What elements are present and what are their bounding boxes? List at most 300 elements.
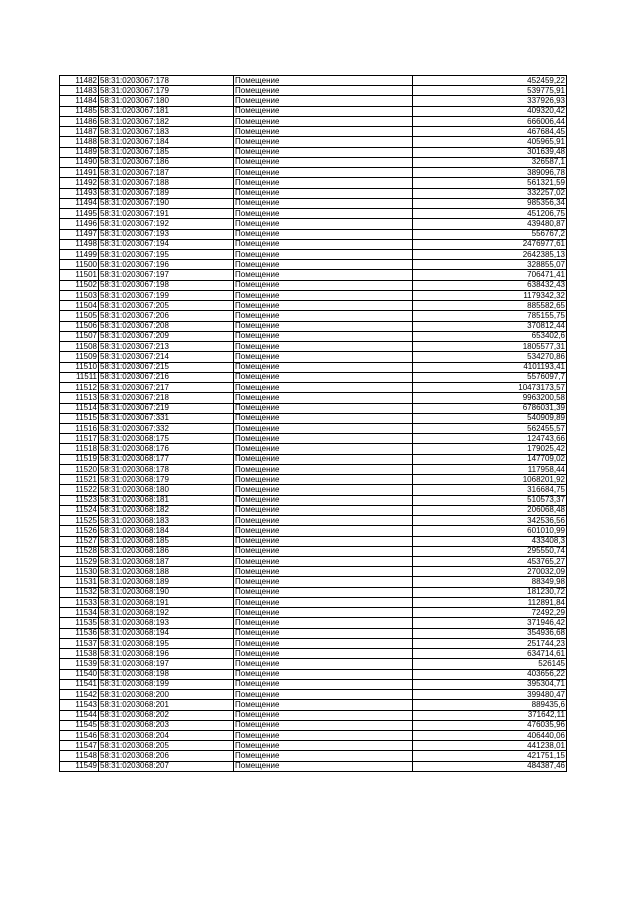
table-row (60, 597, 567, 607)
object-type-cell: Помещение (234, 638, 413, 648)
row-number-cell: 11548 (60, 751, 99, 761)
table-row (60, 290, 567, 300)
value-cell: 72492,29 (413, 608, 567, 618)
table-row (60, 331, 567, 341)
row-number-cell: 11497 (60, 229, 99, 239)
value-cell: 147709,02 (413, 454, 567, 464)
table-row (60, 209, 567, 219)
object-type-cell: Помещение (234, 731, 413, 741)
row-number-cell: 11521 (60, 475, 99, 485)
cadastral-number-cell: 58:31:0203068:190 (99, 587, 234, 597)
cadastral-number-cell: 58:31:0203068:202 (99, 710, 234, 720)
value-cell: 370812,44 (413, 321, 567, 331)
table-row (60, 567, 567, 577)
table-row (60, 526, 567, 536)
cadastral-number-cell: 58:31:0203067:219 (99, 403, 234, 413)
row-number-cell: 11492 (60, 178, 99, 188)
table-row (60, 516, 567, 526)
object-type-cell: Помещение (234, 587, 413, 597)
row-number-cell: 11537 (60, 638, 99, 648)
table-row (60, 741, 567, 751)
cadastral-number-cell: 58:31:0203067:199 (99, 290, 234, 300)
cadastral-number-cell: 58:31:0203067:187 (99, 168, 234, 178)
cadastral-number-cell: 58:31:0203067:192 (99, 219, 234, 229)
row-number-cell: 11502 (60, 280, 99, 290)
cadastral-number-cell: 58:31:0203067:218 (99, 393, 234, 403)
value-cell: 270032,09 (413, 567, 567, 577)
table-row (60, 557, 567, 567)
row-number-cell: 11515 (60, 413, 99, 423)
object-type-cell: Помещение (234, 679, 413, 689)
cadastral-number-cell: 58:31:0203068:192 (99, 608, 234, 618)
row-number-cell: 11485 (60, 106, 99, 116)
value-cell: 399480,47 (413, 690, 567, 700)
row-number-cell: 11504 (60, 301, 99, 311)
object-type-cell: Помещение (234, 577, 413, 587)
table-row (60, 546, 567, 556)
value-cell: 179025,42 (413, 444, 567, 454)
row-number-cell: 11546 (60, 731, 99, 741)
cadastral-number-cell: 58:31:0203068:175 (99, 434, 234, 444)
cadastral-number-cell: 58:31:0203068:187 (99, 557, 234, 567)
object-type-cell: Помещение (234, 526, 413, 536)
value-cell: 452459,22 (413, 76, 567, 86)
value-cell: 453765,27 (413, 557, 567, 567)
value-cell: 403656,22 (413, 669, 567, 679)
object-type-cell: Помещение (234, 669, 413, 679)
table-row (60, 679, 567, 689)
row-number-cell: 11483 (60, 86, 99, 96)
object-type-cell: Помещение (234, 720, 413, 730)
value-cell: 295550,74 (413, 546, 567, 556)
object-type-cell: Помещение (234, 96, 413, 106)
object-type-cell: Помещение (234, 239, 413, 249)
value-cell: 6786031,39 (413, 403, 567, 413)
cadastral-table (59, 75, 567, 772)
object-type-cell: Помещение (234, 413, 413, 423)
row-number-cell: 11510 (60, 362, 99, 372)
object-type-cell: Помещение (234, 383, 413, 393)
cadastral-table-body (60, 76, 567, 772)
table-row (60, 178, 567, 188)
object-type-cell: Помещение (234, 495, 413, 505)
value-cell: 601010,99 (413, 526, 567, 536)
row-number-cell: 11524 (60, 505, 99, 515)
cadastral-number-cell: 58:31:0203067:193 (99, 229, 234, 239)
cadastral-number-cell: 58:31:0203068:193 (99, 618, 234, 628)
row-number-cell: 11487 (60, 127, 99, 137)
cadastral-number-cell: 58:31:0203068:207 (99, 761, 234, 771)
value-cell: 562455,57 (413, 423, 567, 433)
row-number-cell: 11545 (60, 720, 99, 730)
cadastral-number-cell: 58:31:0203068:176 (99, 444, 234, 454)
value-cell: 539775,91 (413, 86, 567, 96)
row-number-cell: 11527 (60, 536, 99, 546)
value-cell: 634714,61 (413, 649, 567, 659)
cadastral-number-cell: 58:31:0203068:178 (99, 464, 234, 474)
table-row (60, 260, 567, 270)
object-type-cell: Помещение (234, 362, 413, 372)
cadastral-number-cell: 58:31:0203068:197 (99, 659, 234, 669)
table-row (60, 649, 567, 659)
value-cell: 301639,48 (413, 147, 567, 157)
object-type-cell: Помещение (234, 342, 413, 352)
value-cell: 206068,48 (413, 505, 567, 515)
table-row (60, 403, 567, 413)
object-type-cell: Помещение (234, 229, 413, 239)
cadastral-number-cell: 58:31:0203068:201 (99, 700, 234, 710)
value-cell: 181230,72 (413, 587, 567, 597)
row-number-cell: 11523 (60, 495, 99, 505)
cadastral-number-cell: 58:31:0203067:180 (99, 96, 234, 106)
table-row (60, 157, 567, 167)
object-type-cell: Помещение (234, 157, 413, 167)
row-number-cell: 11490 (60, 157, 99, 167)
value-cell: 406440,06 (413, 731, 567, 741)
table-row (60, 444, 567, 454)
table-row (60, 618, 567, 628)
cadastral-number-cell: 58:31:0203068:191 (99, 597, 234, 607)
row-number-cell: 11549 (60, 761, 99, 771)
row-number-cell: 11534 (60, 608, 99, 618)
table-row (60, 690, 567, 700)
row-number-cell: 11540 (60, 669, 99, 679)
table-row (60, 86, 567, 96)
object-type-cell: Помещение (234, 76, 413, 86)
cadastral-number-cell: 58:31:0203067:194 (99, 239, 234, 249)
cadastral-number-cell: 58:31:0203068:206 (99, 751, 234, 761)
value-cell: 5576097,7 (413, 372, 567, 382)
object-type-cell: Помещение (234, 423, 413, 433)
cadastral-number-cell: 58:31:0203068:195 (99, 638, 234, 648)
table-row (60, 362, 567, 372)
value-cell: 510573,37 (413, 495, 567, 505)
row-number-cell: 11513 (60, 393, 99, 403)
cadastral-number-cell: 58:31:0203068:180 (99, 485, 234, 495)
table-row (60, 311, 567, 321)
cadastral-number-cell: 58:31:0203068:186 (99, 546, 234, 556)
object-type-cell: Помещение (234, 393, 413, 403)
object-type-cell: Помещение (234, 116, 413, 126)
object-type-cell: Помещение (234, 86, 413, 96)
cadastral-number-cell: 58:31:0203067:191 (99, 209, 234, 219)
row-number-cell: 11499 (60, 249, 99, 259)
table-row (60, 393, 567, 403)
cadastral-number-cell: 58:31:0203067:217 (99, 383, 234, 393)
cadastral-number-cell: 58:31:0203068:182 (99, 505, 234, 515)
row-number-cell: 11507 (60, 331, 99, 341)
object-type-cell: Помещение (234, 270, 413, 280)
table-row (60, 761, 567, 771)
table-row (60, 127, 567, 137)
row-number-cell: 11506 (60, 321, 99, 331)
value-cell: 889435,6 (413, 700, 567, 710)
object-type-cell: Помещение (234, 536, 413, 546)
row-number-cell: 11535 (60, 618, 99, 628)
row-number-cell: 11496 (60, 219, 99, 229)
value-cell: 985356,34 (413, 198, 567, 208)
value-cell: 112891,84 (413, 597, 567, 607)
cadastral-number-cell: 58:31:0203068:196 (99, 649, 234, 659)
value-cell: 9963200,58 (413, 393, 567, 403)
table-row (60, 249, 567, 259)
object-type-cell: Помещение (234, 137, 413, 147)
object-type-cell: Помещение (234, 127, 413, 137)
cadastral-number-cell: 58:31:0203068:204 (99, 731, 234, 741)
value-cell: 638432,43 (413, 280, 567, 290)
object-type-cell: Помещение (234, 761, 413, 771)
row-number-cell: 11514 (60, 403, 99, 413)
table-row (60, 423, 567, 433)
object-type-cell: Помещение (234, 209, 413, 219)
table-row (60, 720, 567, 730)
table-row (60, 270, 567, 280)
value-cell: 467684,45 (413, 127, 567, 137)
cadastral-number-cell: 58:31:0203067:186 (99, 157, 234, 167)
row-number-cell: 11531 (60, 577, 99, 587)
row-number-cell: 11482 (60, 76, 99, 86)
object-type-cell: Помещение (234, 444, 413, 454)
object-type-cell: Помещение (234, 649, 413, 659)
cadastral-number-cell: 58:31:0203067:208 (99, 321, 234, 331)
row-number-cell: 11512 (60, 383, 99, 393)
value-cell: 1068201,92 (413, 475, 567, 485)
object-type-cell: Помещение (234, 659, 413, 669)
value-cell: 4101193,41 (413, 362, 567, 372)
cadastral-number-cell: 58:31:0203067:189 (99, 188, 234, 198)
cadastral-number-cell: 58:31:0203068:199 (99, 679, 234, 689)
object-type-cell: Помещение (234, 188, 413, 198)
cadastral-number-cell: 58:31:0203067:179 (99, 86, 234, 96)
cadastral-number-cell: 58:31:0203067:215 (99, 362, 234, 372)
table-row (60, 485, 567, 495)
cadastral-number-cell: 58:31:0203067:332 (99, 423, 234, 433)
table-row (60, 106, 567, 116)
row-number-cell: 11533 (60, 597, 99, 607)
value-cell: 666006,44 (413, 116, 567, 126)
row-number-cell: 11509 (60, 352, 99, 362)
cadastral-number-cell: 58:31:0203068:183 (99, 516, 234, 526)
object-type-cell: Помещение (234, 751, 413, 761)
object-type-cell: Помещение (234, 249, 413, 259)
cadastral-number-cell: 58:31:0203067:205 (99, 301, 234, 311)
object-type-cell: Помещение (234, 475, 413, 485)
cadastral-number-cell: 58:31:0203067:195 (99, 249, 234, 259)
value-cell: 885582,65 (413, 301, 567, 311)
row-number-cell: 11529 (60, 557, 99, 567)
cadastral-number-cell: 58:31:0203067:213 (99, 342, 234, 352)
table-row (60, 587, 567, 597)
value-cell: 534270,86 (413, 352, 567, 362)
object-type-cell: Помещение (234, 505, 413, 515)
object-type-cell: Помещение (234, 434, 413, 444)
row-number-cell: 11526 (60, 526, 99, 536)
row-number-cell: 11522 (60, 485, 99, 495)
object-type-cell: Помещение (234, 198, 413, 208)
object-type-cell: Помещение (234, 352, 413, 362)
row-number-cell: 11484 (60, 96, 99, 106)
row-number-cell: 11530 (60, 567, 99, 577)
value-cell: 561321,59 (413, 178, 567, 188)
row-number-cell: 11539 (60, 659, 99, 669)
value-cell: 371642,11 (413, 710, 567, 720)
table-row (60, 219, 567, 229)
row-number-cell: 11536 (60, 628, 99, 638)
object-type-cell: Помещение (234, 710, 413, 720)
value-cell: 421751,15 (413, 751, 567, 761)
object-type-cell: Помещение (234, 321, 413, 331)
value-cell: 706471,41 (413, 270, 567, 280)
table-row (60, 638, 567, 648)
table-row (60, 352, 567, 362)
table-row (60, 239, 567, 249)
object-type-cell: Помещение (234, 219, 413, 229)
value-cell: 389096,78 (413, 168, 567, 178)
table-row (60, 301, 567, 311)
object-type-cell: Помещение (234, 546, 413, 556)
table-row (60, 628, 567, 638)
cadastral-number-cell: 58:31:0203068:189 (99, 577, 234, 587)
cadastral-number-cell: 58:31:0203068:205 (99, 741, 234, 751)
cadastral-number-cell: 58:31:0203067:216 (99, 372, 234, 382)
object-type-cell: Помещение (234, 741, 413, 751)
object-type-cell: Помещение (234, 690, 413, 700)
cadastral-number-cell: 58:31:0203067:331 (99, 413, 234, 423)
row-number-cell: 11498 (60, 239, 99, 249)
table-row (60, 659, 567, 669)
row-number-cell: 11525 (60, 516, 99, 526)
value-cell: 785155,75 (413, 311, 567, 321)
value-cell: 409320,42 (413, 106, 567, 116)
value-cell: 2476977,61 (413, 239, 567, 249)
table-row (60, 413, 567, 423)
value-cell: 328855,07 (413, 260, 567, 270)
cadastral-number-cell: 58:31:0203067:188 (99, 178, 234, 188)
object-type-cell: Помещение (234, 700, 413, 710)
cadastral-number-cell: 58:31:0203067:206 (99, 311, 234, 321)
value-cell: 653402,6 (413, 331, 567, 341)
cadastral-number-cell: 58:31:0203067:183 (99, 127, 234, 137)
object-type-cell: Помещение (234, 485, 413, 495)
table-row (60, 536, 567, 546)
row-number-cell: 11493 (60, 188, 99, 198)
cadastral-number-cell: 58:31:0203067:197 (99, 270, 234, 280)
value-cell: 526145 (413, 659, 567, 669)
cadastral-number-cell: 58:31:0203067:182 (99, 116, 234, 126)
row-number-cell: 11500 (60, 260, 99, 270)
value-cell: 433408,3 (413, 536, 567, 546)
row-number-cell: 11503 (60, 290, 99, 300)
value-cell: 556767,2 (413, 229, 567, 239)
row-number-cell: 11544 (60, 710, 99, 720)
object-type-cell: Помещение (234, 290, 413, 300)
object-type-cell: Помещение (234, 454, 413, 464)
object-type-cell: Помещение (234, 331, 413, 341)
object-type-cell: Помещение (234, 464, 413, 474)
value-cell: 10473173,57 (413, 383, 567, 393)
row-number-cell: 11501 (60, 270, 99, 280)
value-cell: 337926,93 (413, 96, 567, 106)
object-type-cell: Помещение (234, 608, 413, 618)
row-number-cell: 11505 (60, 311, 99, 321)
cadastral-number-cell: 58:31:0203068:185 (99, 536, 234, 546)
object-type-cell: Помещение (234, 597, 413, 607)
table-row (60, 383, 567, 393)
cadastral-number-cell: 58:31:0203067:196 (99, 260, 234, 270)
table-row (60, 342, 567, 352)
value-cell: 476035,96 (413, 720, 567, 730)
table-row (60, 280, 567, 290)
table-row (60, 454, 567, 464)
row-number-cell: 11532 (60, 587, 99, 597)
object-type-cell: Помещение (234, 311, 413, 321)
table-row (60, 198, 567, 208)
row-number-cell: 11528 (60, 546, 99, 556)
value-cell: 484387,46 (413, 761, 567, 771)
value-cell: 124743,66 (413, 434, 567, 444)
row-number-cell: 11488 (60, 137, 99, 147)
cadastral-number-cell: 58:31:0203067:181 (99, 106, 234, 116)
value-cell: 395304,71 (413, 679, 567, 689)
cadastral-number-cell: 58:31:0203067:214 (99, 352, 234, 362)
cadastral-number-cell: 58:31:0203068:203 (99, 720, 234, 730)
row-number-cell: 11508 (60, 342, 99, 352)
cadastral-number-cell: 58:31:0203067:198 (99, 280, 234, 290)
cadastral-number-cell: 58:31:0203068:177 (99, 454, 234, 464)
object-type-cell: Помещение (234, 260, 413, 270)
row-number-cell: 11486 (60, 116, 99, 126)
value-cell: 405965,91 (413, 137, 567, 147)
table-row (60, 76, 567, 86)
row-number-cell: 11489 (60, 147, 99, 157)
table-row (60, 188, 567, 198)
table-row (60, 168, 567, 178)
value-cell: 1805577,31 (413, 342, 567, 352)
value-cell: 316684,75 (413, 485, 567, 495)
table-row (60, 751, 567, 761)
value-cell: 2642385,13 (413, 249, 567, 259)
row-number-cell: 11517 (60, 434, 99, 444)
object-type-cell: Помещение (234, 178, 413, 188)
table-row (60, 475, 567, 485)
cadastral-number-cell: 58:31:0203067:178 (99, 76, 234, 86)
object-type-cell: Помещение (234, 168, 413, 178)
object-type-cell: Помещение (234, 618, 413, 628)
value-cell: 332257,02 (413, 188, 567, 198)
cadastral-number-cell: 58:31:0203068:184 (99, 526, 234, 536)
row-number-cell: 11519 (60, 454, 99, 464)
table-row (60, 137, 567, 147)
cadastral-number-cell: 58:31:0203068:188 (99, 567, 234, 577)
value-cell: 354936,68 (413, 628, 567, 638)
table-row (60, 669, 567, 679)
row-number-cell: 11491 (60, 168, 99, 178)
value-cell: 371946,42 (413, 618, 567, 628)
table-row (60, 495, 567, 505)
table-row (60, 710, 567, 720)
cadastral-number-cell: 58:31:0203067:209 (99, 331, 234, 341)
cadastral-number-cell: 58:31:0203068:198 (99, 669, 234, 679)
object-type-cell: Помещение (234, 557, 413, 567)
object-type-cell: Помещение (234, 301, 413, 311)
row-number-cell: 11543 (60, 700, 99, 710)
value-cell: 451206,75 (413, 209, 567, 219)
cadastral-number-cell: 58:31:0203068:194 (99, 628, 234, 638)
table-row (60, 505, 567, 515)
value-cell: 540909,89 (413, 413, 567, 423)
value-cell: 342536,56 (413, 516, 567, 526)
value-cell: 251744,23 (413, 638, 567, 648)
